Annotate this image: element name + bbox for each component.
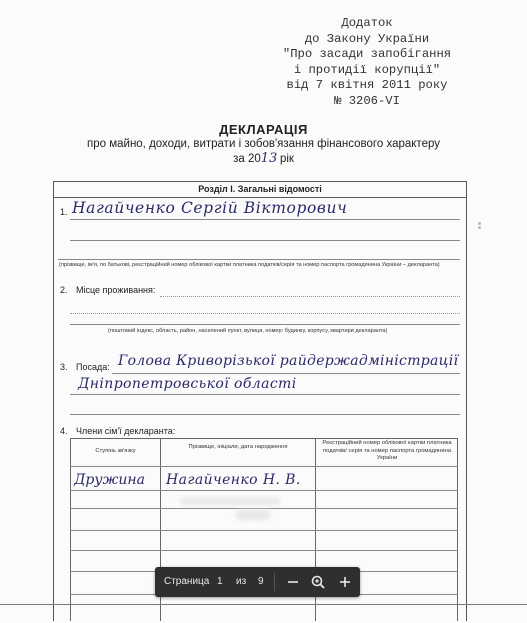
declaration-title: ДЕКЛАРАЦІЯ: [219, 122, 308, 137]
item4-number: 4.: [60, 426, 68, 436]
page-bottom-edge: [0, 604, 527, 605]
magnifier-icon: [308, 572, 328, 592]
redacted-area: [180, 498, 280, 505]
item3-handwritten-position: Голова Криворізької райдержадміністрації: [118, 353, 459, 369]
plus-icon: [335, 572, 355, 592]
item3-number: 3.: [60, 362, 68, 372]
table-header-tax-id: Реєстраційний номер облікової картки платника податків/ серія та номер паспорта громадянина України: [322, 440, 452, 461]
appendix-line: № 3206-VI: [334, 93, 400, 108]
current-page-input[interactable]: 1: [217, 576, 223, 587]
minus-icon: [283, 572, 303, 592]
year-prefix: за 20: [233, 153, 261, 165]
table-row-line: [70, 466, 458, 467]
table-header-relation: Ступінь зв'язку: [95, 448, 136, 454]
total-pages: 9: [258, 576, 264, 587]
item2-line-3: [70, 324, 460, 325]
item1-line-2: [70, 240, 460, 241]
year-handwritten: 13: [260, 151, 278, 166]
zoom-button[interactable]: [308, 572, 328, 592]
item3-label: Посада:: [76, 362, 110, 372]
page-label: Страница: [164, 576, 210, 587]
item1-caption: (прізвище, ім'я, по батькові, реєстраційний номер облікової картки платника податків/серія та номер паспорта громадянина України – декларанта): [59, 262, 440, 268]
zoom-in-button[interactable]: [335, 572, 355, 592]
toolbar-divider: [274, 573, 275, 591]
declaration-year: [0, 151, 527, 166]
item1-line: [70, 219, 460, 220]
scan-mark-2: [478, 226, 481, 229]
redacted-area-2: [236, 510, 270, 520]
pdf-viewer-toolbar: [155, 567, 360, 597]
item3-handwritten-region: Дніпропетровської області: [78, 376, 297, 392]
item2-number: 2.: [60, 285, 68, 295]
appendix-line: до Закону України: [304, 31, 430, 46]
appendix-line: Додаток: [341, 16, 393, 30]
item4-label: Члени сім'ї декларанта:: [76, 426, 176, 436]
item3-line-2: [70, 394, 460, 395]
table-row-line: [70, 508, 458, 509]
zoom-out-button[interactable]: [283, 572, 303, 592]
item2-caption: (поштовий індекс, область, район, населений пункт, вулиця, номер: будинку, корпусу, квартири декларанта): [108, 328, 388, 334]
scan-mark: [478, 222, 481, 225]
item2-line-2: [70, 313, 460, 314]
year-suffix: рік: [279, 153, 294, 165]
item1-handwritten-name: Нагайченко Сергій Вікторович: [72, 199, 348, 217]
item3-line: [112, 373, 460, 374]
appendix-line: "Про засади запобігання: [282, 47, 452, 62]
of-label: из: [236, 576, 247, 587]
item1-number: 1.: [60, 207, 68, 217]
declaration-subtitle: про майно, доходи, витрати і зобов'язання фінансового характеру: [87, 138, 440, 150]
item2-line: [160, 296, 460, 297]
appendix-line: від 7 квітня 2011 року: [286, 78, 448, 93]
table-row-line: [70, 530, 458, 531]
table-header-name: Прізвище, ініціали, дата народження: [188, 444, 288, 450]
family-relation-cell: Дружина: [74, 472, 145, 488]
item2-label: Місце проживання:: [76, 285, 156, 295]
appendix-note: [262, 16, 472, 110]
section-header: Розділ І. Загальні відомості: [53, 181, 467, 198]
appendix-line: і протидії корупції": [293, 62, 441, 77]
item3-line-3: [70, 414, 460, 415]
item1-line-3: [58, 259, 460, 260]
table-row-line: [70, 490, 458, 491]
table-row-line: [70, 550, 458, 551]
family-name-cell: Нагайченко Н. В.: [166, 472, 301, 488]
